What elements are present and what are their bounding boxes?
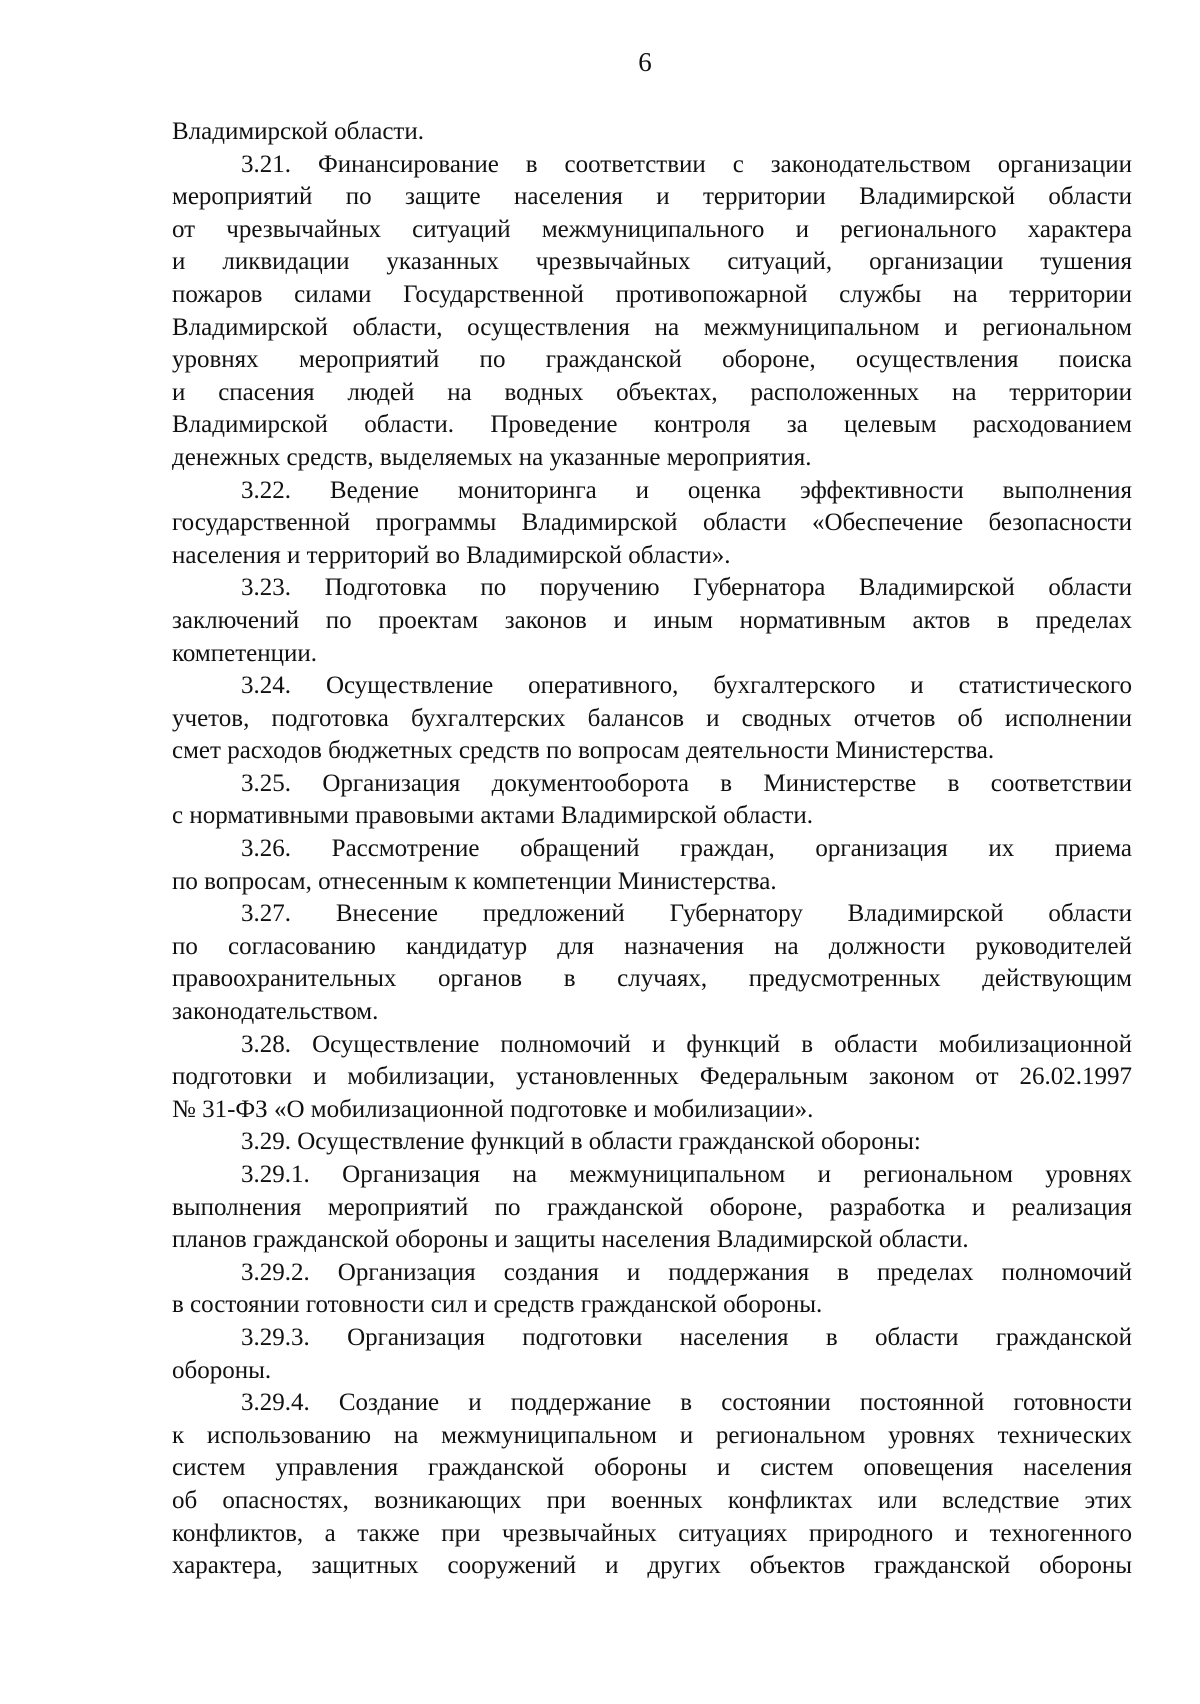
page-number: 6 <box>638 47 652 77</box>
text-line: № 31-ФЗ «О мобилизационной подготовке и мобилизации». <box>172 1095 814 1123</box>
text-line: смет расходов бюджетных средств по вопросам деятельности Министерства. <box>172 737 995 765</box>
text-line: правоохранительных органов в случаях, предусмотренных действующим <box>172 965 1132 993</box>
text-line: Владимирской области. Проведение контроля за целевым расходованием <box>172 411 1132 439</box>
text-line: от чрезвычайных ситуаций межмуниципального и регионального характера <box>172 215 1132 243</box>
text-line: и ликвидации указанных чрезвычайных ситуаций, организации тушения <box>172 248 1132 276</box>
text-line: в состоянии готовности сил и средств гражданской обороны. <box>172 1291 823 1319</box>
text-line: характера, защитных сооружений и других объектов гражданской обороны <box>172 1552 1132 1580</box>
text-line: подготовки и мобилизации, установленных Федеральным законом от 26.02.1997 <box>172 1063 1132 1091</box>
text-line: выполнения мероприятий по гражданской обороне, разработка и реализация <box>172 1193 1132 1221</box>
text-line: 3.29.2. Организация создания и поддержания в пределах полномочий <box>241 1258 1132 1286</box>
text-line: к использованию на межмуниципальном и региональном уровнях технических <box>172 1421 1132 1449</box>
text-line: населения и территорий во Владимирской области». <box>172 541 731 569</box>
text-line: 3.28. Осуществление полномочий и функций в области мобилизационной <box>241 1030 1132 1058</box>
text-line: планов гражданской обороны и защиты населения Владимирской области. <box>172 1226 969 1254</box>
text-line: государственной программы Владимирской области «Обеспечение безопасности <box>172 509 1132 537</box>
document-body <box>172 116 1132 1583</box>
text-line: 3.26. Рассмотрение обращений граждан, организация их приема <box>241 835 1132 863</box>
text-line: 3.24. Осуществление оперативного, бухгалтерского и статистического <box>241 672 1132 700</box>
text-line: 3.29.3. Организация подготовки населения в области гражданской <box>241 1323 1132 1351</box>
text-line: компетенции. <box>172 639 317 667</box>
text-line: 3.21. Финансирование в соответствии с законодательством организации <box>241 150 1132 178</box>
text-line: Владимирской области, осуществления на межмуниципальном и региональном <box>172 313 1132 341</box>
text-line: с нормативными правовыми актами Владимирской области. <box>172 802 813 830</box>
text-line: пожаров силами Государственной противопожарной службы на территории <box>172 280 1132 308</box>
text-line: 3.29.1. Организация на межмуниципальном и региональном уровнях <box>241 1161 1132 1188</box>
text-line: мероприятий по защите населения и территории Владимирской области <box>172 183 1132 211</box>
text-line: законодательством. <box>172 998 379 1026</box>
text-line: 3.25. Организация документооборота в Министерстве в соответствии <box>241 769 1132 797</box>
text-line: Владимирской области. <box>172 118 424 145</box>
text-line: 3.29. Осуществление функций в области гражданской обороны: <box>241 1128 921 1156</box>
text-line: заключений по проектам законов и иным нормативным актов в пределах <box>172 606 1132 634</box>
text-line: 3.22. Ведение мониторинга и оценка эффективности выполнения <box>241 476 1132 504</box>
text-line: систем управления гражданской обороны и систем оповещения населения <box>172 1454 1132 1482</box>
text-line: учетов, подготовка бухгалтерских балансов и сводных отчетов об исполнении <box>172 704 1132 732</box>
text-line: об опасностях, возникающих при военных конфликтах или вследствие этих <box>172 1486 1132 1514</box>
text-line: 3.27. Внесение предложений Губернатору Владимирской области <box>241 900 1132 928</box>
text-line: по вопросам, отнесенным к компетенции Министерства. <box>172 867 777 895</box>
text-line: 3.29.4. Создание и поддержание в состоянии постоянной готовности <box>241 1389 1132 1417</box>
text-line: по согласованию кандидатур для назначения на должности руководителей <box>172 932 1132 960</box>
text-line: и спасения людей на водных объектах, расположенных на территории <box>172 378 1132 406</box>
text-line: уровнях мероприятий по гражданской обороне, осуществления поиска <box>172 346 1132 374</box>
text-line: конфликтов, а также при чрезвычайных ситуациях природного и техногенного <box>172 1519 1132 1547</box>
text-line: денежных средств, выделяемых на указанные мероприятия. <box>172 443 812 471</box>
text-line: 3.23. Подготовка по поручению Губернатора Владимирской области <box>241 574 1132 602</box>
text-line: обороны. <box>172 1356 272 1384</box>
